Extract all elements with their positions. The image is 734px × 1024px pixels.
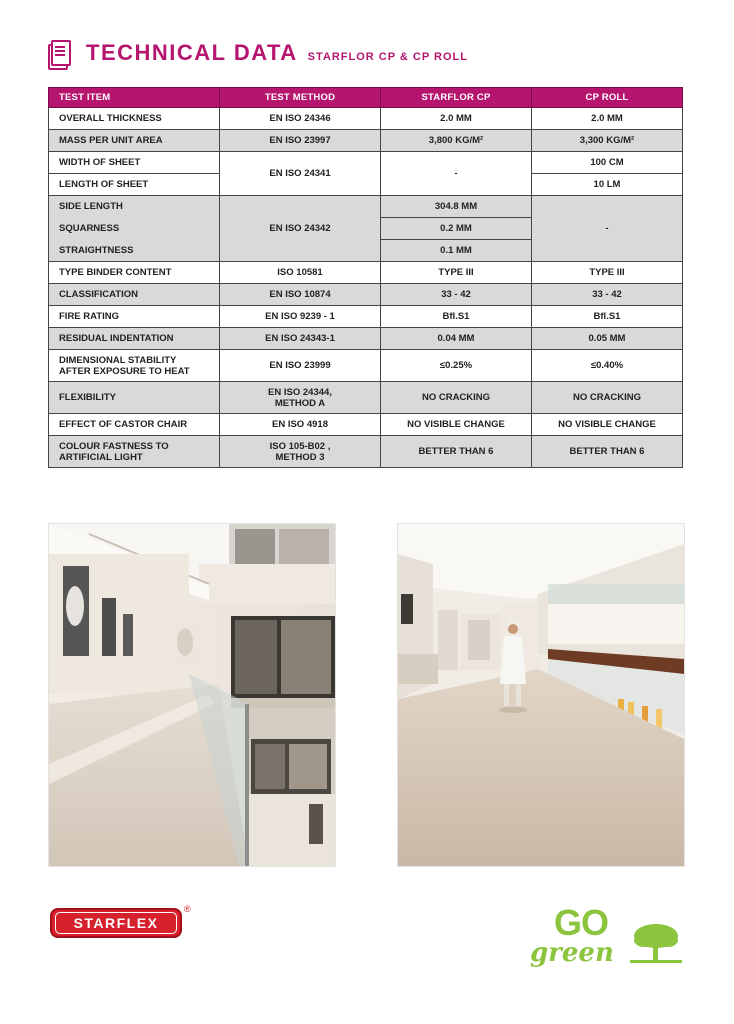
table-row xyxy=(49,130,683,152)
cell-roll: NO CRACKING xyxy=(532,382,683,414)
cell-method: EN ISO 24342 xyxy=(220,196,381,262)
cell-method xyxy=(220,382,381,414)
cell-roll: TYPE III xyxy=(532,262,683,284)
cell-cp: NO CRACKING xyxy=(381,382,532,414)
header-cp-roll: CP ROLL xyxy=(532,88,683,108)
table-row xyxy=(49,196,683,218)
cell-cp: - xyxy=(381,152,532,196)
cell-method: EN ISO 24341 xyxy=(220,152,381,196)
cell-roll: 33 - 42 xyxy=(532,284,683,306)
table-row xyxy=(49,152,683,174)
cell-roll: 0.05 MM xyxy=(532,328,683,350)
cell-item: SQUARNESS xyxy=(49,218,220,240)
cell-method: EN ISO 24346 xyxy=(220,108,381,130)
cell-cp: 33 - 42 xyxy=(381,284,532,306)
green-logo-text: green xyxy=(530,938,614,968)
cell-item: CLASSIFICATION xyxy=(49,284,220,306)
table-row xyxy=(49,262,683,284)
cell-cp: ≤0.25% xyxy=(381,350,532,382)
cell-method: EN ISO 23997 xyxy=(220,130,381,152)
header-test-item: TEST ITEM xyxy=(49,88,220,108)
table-row xyxy=(49,350,683,382)
page-subtitle: STARFLOR CP & CP ROLL xyxy=(307,51,468,63)
cell-item-line: COLOUR FASTNESS TO xyxy=(59,440,169,452)
registered-mark: ® xyxy=(184,904,191,914)
starflex-logo xyxy=(50,904,191,938)
table-row xyxy=(49,436,683,468)
cell-item: SIDE LENGTH xyxy=(49,196,220,218)
table-header-row xyxy=(49,88,683,108)
cell-item-line: ARTIFICIAL LIGHT xyxy=(59,451,143,463)
cell-roll: BETTER THAN 6 xyxy=(532,436,683,468)
cell-method-line: ISO 105-B02 , xyxy=(269,440,331,452)
cell-item: STRAIGHTNESS xyxy=(49,240,220,262)
table-row xyxy=(49,328,683,350)
cell-item: LENGTH OF SHEET xyxy=(49,174,220,196)
cell-cp: NO VISIBLE CHANGE xyxy=(381,414,532,436)
cell-cp: TYPE III xyxy=(381,262,532,284)
starflex-logo-text: STARFLEX xyxy=(73,915,159,931)
technical-data-table xyxy=(48,87,683,468)
cell-item-line: DIMENSIONAL STABILITY xyxy=(59,354,177,366)
cell-method-line: EN ISO 24344, xyxy=(268,386,332,398)
cell-roll: 3,300 KG/M² xyxy=(532,130,683,152)
cell-item: WIDTH OF SHEET xyxy=(49,152,220,174)
cell-item xyxy=(49,350,220,382)
cell-cp: 0.1 MM xyxy=(381,240,532,262)
document-icon xyxy=(48,40,70,66)
cell-cp: BETTER THAN 6 xyxy=(381,436,532,468)
cell-roll: 2.0 MM xyxy=(532,108,683,130)
cell-item xyxy=(49,436,220,468)
cell-cp: 304.8 MM xyxy=(381,196,532,218)
cell-method: EN ISO 24343-1 xyxy=(220,328,381,350)
table-row xyxy=(49,306,683,328)
cell-item: OVERALL THICKNESS xyxy=(49,108,220,130)
cell-cp: Bfl.S1 xyxy=(381,306,532,328)
cell-roll: - xyxy=(532,196,683,262)
table-row xyxy=(49,108,683,130)
cell-item: RESIDUAL INDENTATION xyxy=(49,328,220,350)
table-row xyxy=(49,414,683,436)
cell-item: EFFECT OF CASTOR CHAIR xyxy=(49,414,220,436)
cell-roll: 10 LM xyxy=(532,174,683,196)
cell-item: TYPE BINDER CONTENT xyxy=(49,262,220,284)
cell-method: EN ISO 23999 xyxy=(220,350,381,382)
header-starflor-cp: STARFLOR CP xyxy=(381,88,532,108)
page-header xyxy=(48,36,468,70)
cell-method: EN ISO 4918 xyxy=(220,414,381,436)
cell-item: MASS PER UNIT AREA xyxy=(49,130,220,152)
cell-cp: 0.2 MM xyxy=(381,218,532,240)
cell-cp: 3,800 KG/M² xyxy=(381,130,532,152)
cell-method: EN ISO 10874 xyxy=(220,284,381,306)
header-test-method: TEST METHOD xyxy=(220,88,381,108)
table-row xyxy=(49,382,683,414)
page-title: TECHNICAL DATA xyxy=(86,40,298,65)
cell-item-line: AFTER EXPOSURE TO HEAT xyxy=(59,365,190,377)
hospital-corridor-photo xyxy=(397,523,685,867)
go-logo-text: GO xyxy=(554,902,609,943)
cell-method-line: METHOD A xyxy=(274,397,326,409)
atrium-interior-photo xyxy=(48,523,336,867)
cell-method-line: METHOD 3 xyxy=(275,451,325,463)
cell-method: EN ISO 9239 - 1 xyxy=(220,306,381,328)
cell-cp: 0.04 MM xyxy=(381,328,532,350)
cell-roll: 100 CM xyxy=(532,152,683,174)
cell-roll: ≤0.40% xyxy=(532,350,683,382)
cell-method: ISO 10581 xyxy=(220,262,381,284)
cell-roll: Bfl.S1 xyxy=(532,306,683,328)
table-row xyxy=(49,284,683,306)
cell-item: FLEXIBILITY xyxy=(49,382,220,414)
cell-roll: NO VISIBLE CHANGE xyxy=(532,414,683,436)
go-green-logo xyxy=(526,902,686,978)
cell-cp: 2.0 MM xyxy=(381,108,532,130)
cell-method xyxy=(220,436,381,468)
tree-icon xyxy=(630,920,682,966)
cell-item: FIRE RATING xyxy=(49,306,220,328)
